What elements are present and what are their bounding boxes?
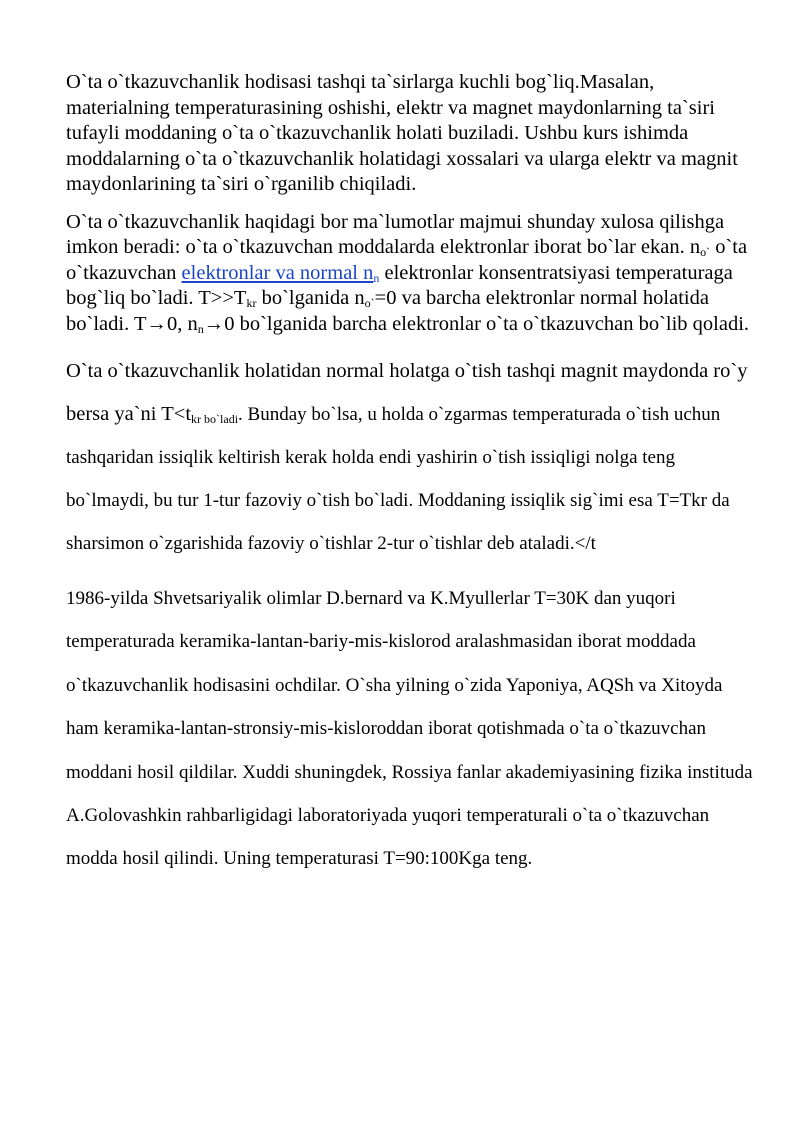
- subscript: o`: [364, 296, 375, 310]
- subscript: o`: [700, 245, 711, 259]
- text-segment: . Bunday bo`lsa, u holda o`zgarmas temperaturada o`tish uchun tashqaridan issiqlik keltirish kerak holda endi yashirin o`tish issiqligi nolga teng bo`lmaydi, bu tur 1-tur fazoviy o`tish bo`ladi. Moddaning issiqlik sig`imi esa T=Tkr da sharsimon o`zgarishida fazoviy o`tishlar 2-tur o`tishlar deb ataladi.</t: [66, 404, 730, 554]
- text-segment: =0 va barcha elektronlar normal holatida bo`ladi. T→0, n: [66, 287, 709, 335]
- text-segment: →0 bo`lganida barcha elektronlar o`ta o`tkazuvchan bo`lib qoladi.: [203, 312, 750, 335]
- subscript: n: [197, 321, 204, 336]
- text-segment: bo`lganida n: [256, 287, 365, 309]
- hyperlink-electrons[interactable]: [182, 262, 380, 284]
- text-segment: elektronlar konsentratsiyasi temperaturaga bog`liq bo`ladi. T>>T: [66, 261, 733, 309]
- paragraph-history: 1986-yilda Shvetsariyalik olimlar D.bernard va K.Myullerlar T=30K dan yuqori temperaturada keramika-lantan-bariy-mis-kislorod aralashmasidan iborat moddada o`tkazuvchanlik hodisasini ochdilar. O`sha yilning o`zida Yaponiya, AQSh va Xitoyda ham keramika-lantan-stronsiy-mis-kisloroddan iborat qotishmada o`ta o`tkazuvchan moddani hosil qildilar. Xuddi shuningdek, Rossiya fanlar akademiyasining fizika instituda A.Golovashkin rahbarligidagi laboratoriyada yuqori temperaturali o`ta o`tkazuvchan modda hosil qilindi. Uning temperaturasi T=90:100Kga teng.: [66, 588, 753, 870]
- text-segment: O`ta o`tkazuvchanlik holatidan normal holatga o`tish tashqi magnit maydonda ro`y bersa ya`ni T<t: [66, 360, 748, 425]
- text-segment: o`ta o`tkazuvchan: [66, 236, 748, 284]
- subscript: kr bo`ladi: [191, 412, 239, 426]
- paragraph-phase-transition: [66, 350, 756, 565]
- document-page: [66, 70, 756, 881]
- paragraph-electrons: [66, 210, 756, 338]
- subscript: kr: [246, 296, 257, 310]
- link-text[interactable]: elektronlar va normal n: [181, 261, 374, 284]
- subscript[interactable]: n: [373, 270, 380, 285]
- paragraph-intro: O`ta o`tkazuvchanlik hodisasi tashqi ta`sirlarga kuchli bog`liq.Masalan, materialning temperaturasining oshishi, elektr va magnet maydonlarning ta`siri tufayli moddaning o`ta o`tkazuvchanlik holati buziladi. Ushbu kurs ishimda moddalarning o`ta o`tkazuvchanlik holatidagi xossalari va ularga elektr va magnit maydonlarining ta`siri o`rganilib chiqiladi.: [66, 71, 738, 195]
- text-segment: O`ta o`tkazuvchanlik haqidagi bor ma`lumotlar majmui shunday xulosa qilishga imkon beradi: o`ta o`tkazuvchan moddalarda elektronlar iborat bo`lar ekan. n: [66, 210, 725, 258]
